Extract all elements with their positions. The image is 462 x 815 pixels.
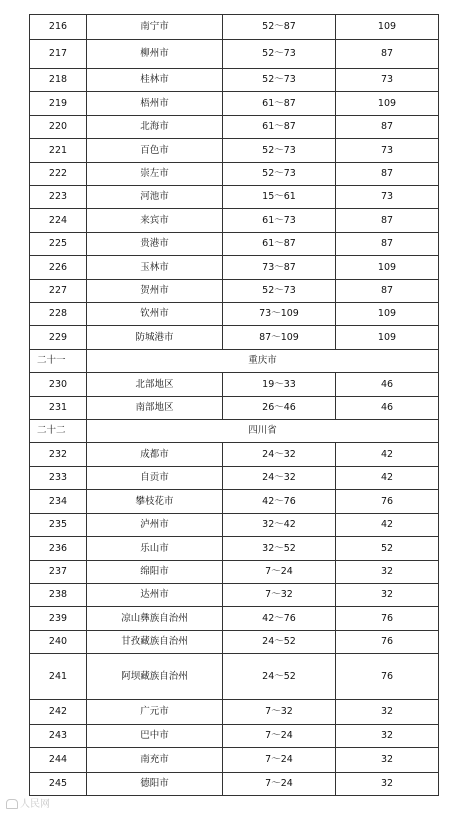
row-number: 228 (30, 303, 87, 326)
city-name: 贺州市 (87, 280, 223, 303)
city-name: 梧州市 (87, 92, 223, 116)
city-name: 凉山彝族自治州 (87, 607, 223, 631)
value-range: 19～33 (223, 373, 336, 397)
city-name: 攀枝花市 (87, 490, 223, 514)
table-row (30, 397, 439, 420)
value-range: 24～32 (223, 467, 336, 490)
row-number: 219 (30, 92, 87, 116)
row-number: 223 (30, 186, 87, 209)
value: 76 (336, 654, 439, 700)
value: 76 (336, 631, 439, 654)
value-range: 61～87 (223, 116, 336, 139)
row-number: 239 (30, 607, 87, 631)
value: 46 (336, 397, 439, 420)
row-number: 218 (30, 69, 87, 92)
city-name: 来宾市 (87, 209, 223, 233)
city-name: 桂林市 (87, 69, 223, 92)
watermark-text: 人民网 (20, 799, 50, 810)
value: 42 (336, 467, 439, 490)
city-name: 玉林市 (87, 256, 223, 280)
row-number: 217 (30, 40, 87, 69)
value: 46 (336, 373, 439, 397)
row-number: 238 (30, 584, 87, 607)
table-row (30, 607, 439, 631)
table-row (30, 654, 439, 700)
table-row (30, 537, 439, 561)
table-row (30, 303, 439, 326)
row-number: 229 (30, 326, 87, 350)
row-number: 234 (30, 490, 87, 514)
city-name: 南充市 (87, 748, 223, 773)
value: 73 (336, 186, 439, 209)
city-name: 自贡市 (87, 467, 223, 490)
value: 109 (336, 326, 439, 350)
row-number: 245 (30, 773, 87, 796)
section-row (30, 420, 439, 443)
watermark (6, 795, 50, 810)
value: 52 (336, 537, 439, 561)
value: 109 (336, 92, 439, 116)
city-name: 阿坝藏族自治州 (87, 654, 223, 700)
row-number: 224 (30, 209, 87, 233)
value-range: 15～61 (223, 186, 336, 209)
city-name: 德阳市 (87, 773, 223, 796)
value: 87 (336, 233, 439, 256)
table-row (30, 326, 439, 350)
value-range: 52～73 (223, 280, 336, 303)
city-name: 南部地区 (87, 397, 223, 420)
value: 32 (336, 725, 439, 748)
value: 109 (336, 256, 439, 280)
value-range: 32～52 (223, 537, 336, 561)
row-number: 232 (30, 443, 87, 467)
table-row (30, 69, 439, 92)
city-name: 防城港市 (87, 326, 223, 350)
section-title: 四川省 (87, 420, 439, 443)
value-range: 61～87 (223, 233, 336, 256)
value-range: 26～46 (223, 397, 336, 420)
row-number: 240 (30, 631, 87, 654)
section-title: 重庆市 (87, 350, 439, 373)
value: 87 (336, 163, 439, 186)
row-number: 242 (30, 700, 87, 725)
value: 109 (336, 15, 439, 40)
value: 73 (336, 139, 439, 163)
table-row (30, 725, 439, 748)
row-number: 216 (30, 15, 87, 40)
city-name: 成都市 (87, 443, 223, 467)
row-number: 243 (30, 725, 87, 748)
row-number: 244 (30, 748, 87, 773)
value: 87 (336, 116, 439, 139)
table-row (30, 256, 439, 280)
table-row (30, 561, 439, 584)
value-range: 42～76 (223, 490, 336, 514)
value-range: 24～32 (223, 443, 336, 467)
city-name: 钦州市 (87, 303, 223, 326)
row-number: 230 (30, 373, 87, 397)
city-name: 北部地区 (87, 373, 223, 397)
city-name: 乐山市 (87, 537, 223, 561)
value-range: 73～87 (223, 256, 336, 280)
value-range: 24～52 (223, 654, 336, 700)
table-row (30, 15, 439, 40)
table-row (30, 92, 439, 116)
value-range: 7～24 (223, 725, 336, 748)
city-name: 绵阳市 (87, 561, 223, 584)
value: 32 (336, 584, 439, 607)
row-number: 231 (30, 397, 87, 420)
city-name: 南宁市 (87, 15, 223, 40)
value: 87 (336, 40, 439, 69)
value: 87 (336, 209, 439, 233)
row-number: 221 (30, 139, 87, 163)
table-row (30, 186, 439, 209)
value-range: 24～52 (223, 631, 336, 654)
value: 76 (336, 607, 439, 631)
value-range: 7～24 (223, 561, 336, 584)
value: 32 (336, 748, 439, 773)
value-range: 7～32 (223, 584, 336, 607)
value-range: 7～32 (223, 700, 336, 725)
table-row (30, 373, 439, 397)
row-number: 227 (30, 280, 87, 303)
value-range: 87～109 (223, 326, 336, 350)
section-number: 二十二 (30, 420, 87, 443)
value: 42 (336, 443, 439, 467)
table-row (30, 233, 439, 256)
city-name: 北海市 (87, 116, 223, 139)
value-range: 52～87 (223, 15, 336, 40)
region-table (29, 14, 439, 796)
row-number: 241 (30, 654, 87, 700)
city-name: 泸州市 (87, 514, 223, 537)
watermark-logo-icon (6, 799, 18, 809)
value: 32 (336, 773, 439, 796)
table-row (30, 773, 439, 796)
table-row (30, 514, 439, 537)
value-range: 61～87 (223, 92, 336, 116)
city-name: 巴中市 (87, 725, 223, 748)
row-number: 233 (30, 467, 87, 490)
section-number: 二十一 (30, 350, 87, 373)
row-number: 226 (30, 256, 87, 280)
table-row (30, 700, 439, 725)
value: 32 (336, 561, 439, 584)
table-row (30, 163, 439, 186)
table-row (30, 443, 439, 467)
value-range: 32～42 (223, 514, 336, 537)
table-row (30, 490, 439, 514)
city-name: 达州市 (87, 584, 223, 607)
row-number: 220 (30, 116, 87, 139)
table-row (30, 280, 439, 303)
section-row (30, 350, 439, 373)
value: 42 (336, 514, 439, 537)
city-name: 崇左市 (87, 163, 223, 186)
city-name: 百色市 (87, 139, 223, 163)
value-range: 42～76 (223, 607, 336, 631)
city-name: 柳州市 (87, 40, 223, 69)
table-row (30, 631, 439, 654)
table-row (30, 139, 439, 163)
table-row (30, 748, 439, 773)
table-row (30, 209, 439, 233)
region-table-body (30, 15, 439, 796)
city-name: 甘孜藏族自治州 (87, 631, 223, 654)
value-range: 52～73 (223, 69, 336, 92)
table-row (30, 116, 439, 139)
row-number: 235 (30, 514, 87, 537)
value-range: 61～73 (223, 209, 336, 233)
value-range: 52～73 (223, 139, 336, 163)
city-name: 河池市 (87, 186, 223, 209)
city-name: 贵港市 (87, 233, 223, 256)
row-number: 225 (30, 233, 87, 256)
row-number: 222 (30, 163, 87, 186)
value: 32 (336, 700, 439, 725)
table-row (30, 584, 439, 607)
value-range: 52～73 (223, 163, 336, 186)
row-number: 237 (30, 561, 87, 584)
value: 87 (336, 280, 439, 303)
row-number: 236 (30, 537, 87, 561)
city-name: 广元市 (87, 700, 223, 725)
table-row (30, 467, 439, 490)
value: 109 (336, 303, 439, 326)
value-range: 73～109 (223, 303, 336, 326)
value: 73 (336, 69, 439, 92)
value-range: 7～24 (223, 748, 336, 773)
table-row (30, 40, 439, 69)
value-range: 7～24 (223, 773, 336, 796)
value-range: 52～73 (223, 40, 336, 69)
value: 76 (336, 490, 439, 514)
